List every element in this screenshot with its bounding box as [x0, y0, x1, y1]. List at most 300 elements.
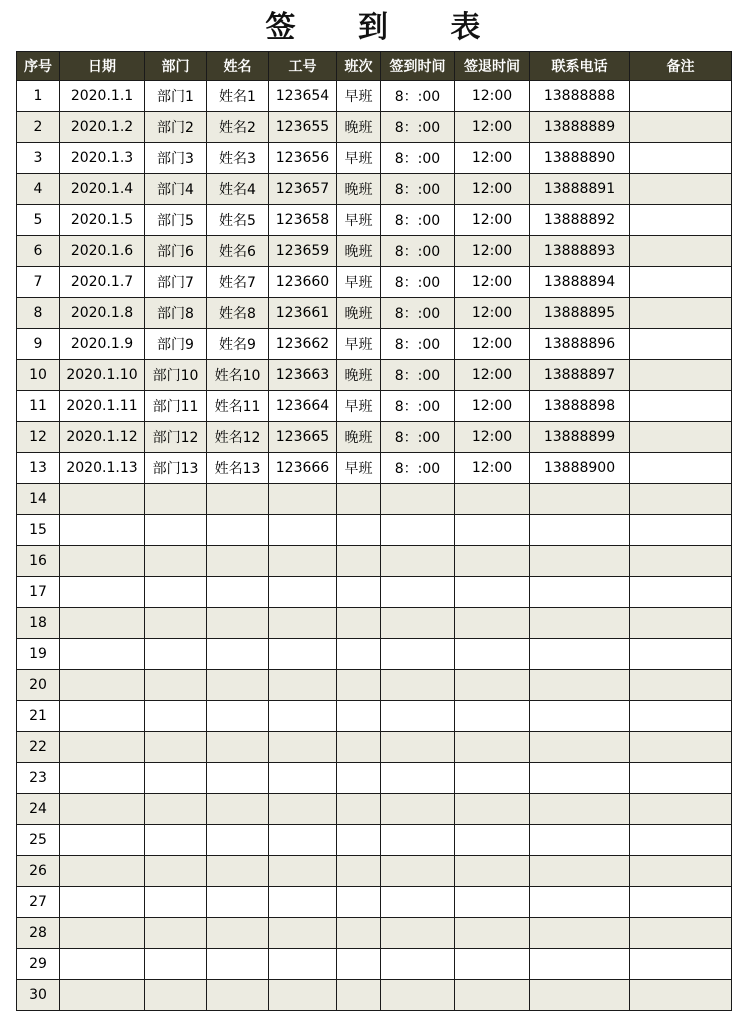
cell-index[interactable]: 7 — [17, 267, 60, 298]
cell-employee-id[interactable]: 123656 — [269, 143, 337, 174]
cell-department[interactable] — [145, 763, 207, 794]
cell-name[interactable] — [207, 670, 269, 701]
cell-remarks[interactable] — [630, 236, 732, 267]
cell-date[interactable] — [60, 794, 145, 825]
cell-index[interactable]: 10 — [17, 360, 60, 391]
cell-sign-out-time[interactable]: 12:00 — [455, 81, 530, 112]
cell-date[interactable]: 2020.1.4 — [60, 174, 145, 205]
cell-department[interactable]: 部门11 — [145, 391, 207, 422]
cell-shift[interactable] — [337, 794, 381, 825]
cell-sign-out-time[interactable] — [455, 515, 530, 546]
cell-date[interactable]: 2020.1.11 — [60, 391, 145, 422]
cell-remarks[interactable] — [630, 546, 732, 577]
cell-remarks[interactable] — [630, 81, 732, 112]
cell-phone[interactable] — [530, 856, 630, 887]
cell-date[interactable] — [60, 949, 145, 980]
cell-date[interactable] — [60, 856, 145, 887]
cell-index[interactable]: 12 — [17, 422, 60, 453]
cell-employee-id[interactable] — [269, 546, 337, 577]
cell-phone[interactable] — [530, 701, 630, 732]
cell-phone[interactable]: 13888892 — [530, 205, 630, 236]
cell-name[interactable]: 姓名7 — [207, 267, 269, 298]
cell-sign-in-time[interactable]: 8：:00 — [381, 112, 455, 143]
cell-index[interactable]: 30 — [17, 980, 60, 1011]
cell-department[interactable]: 部门8 — [145, 298, 207, 329]
cell-sign-in-time[interactable] — [381, 608, 455, 639]
cell-phone[interactable] — [530, 608, 630, 639]
cell-department[interactable]: 部门10 — [145, 360, 207, 391]
cell-department[interactable]: 部门9 — [145, 329, 207, 360]
cell-remarks[interactable] — [630, 608, 732, 639]
cell-shift[interactable] — [337, 546, 381, 577]
cell-phone[interactable]: 13888893 — [530, 236, 630, 267]
cell-shift[interactable]: 晚班 — [337, 298, 381, 329]
cell-phone[interactable]: 13888889 — [530, 112, 630, 143]
cell-employee-id[interactable] — [269, 608, 337, 639]
cell-sign-in-time[interactable] — [381, 918, 455, 949]
cell-remarks[interactable] — [630, 329, 732, 360]
cell-index[interactable]: 24 — [17, 794, 60, 825]
cell-shift[interactable]: 早班 — [337, 391, 381, 422]
cell-index[interactable]: 2 — [17, 112, 60, 143]
cell-phone[interactable] — [530, 918, 630, 949]
cell-shift[interactable]: 早班 — [337, 453, 381, 484]
cell-sign-out-time[interactable] — [455, 577, 530, 608]
cell-name[interactable]: 姓名6 — [207, 236, 269, 267]
cell-date[interactable] — [60, 639, 145, 670]
cell-date[interactable]: 2020.1.7 — [60, 267, 145, 298]
cell-department[interactable]: 部门13 — [145, 453, 207, 484]
cell-shift[interactable] — [337, 918, 381, 949]
cell-sign-in-time[interactable] — [381, 639, 455, 670]
cell-phone[interactable]: 13888890 — [530, 143, 630, 174]
cell-employee-id[interactable] — [269, 825, 337, 856]
cell-shift[interactable]: 早班 — [337, 267, 381, 298]
cell-remarks[interactable] — [630, 577, 732, 608]
cell-sign-in-time[interactable]: 8：:00 — [381, 298, 455, 329]
cell-name[interactable] — [207, 732, 269, 763]
cell-date[interactable] — [60, 887, 145, 918]
cell-shift[interactable] — [337, 949, 381, 980]
cell-shift[interactable] — [337, 763, 381, 794]
cell-sign-out-time[interactable]: 12:00 — [455, 360, 530, 391]
cell-sign-out-time[interactable] — [455, 980, 530, 1011]
cell-remarks[interactable] — [630, 701, 732, 732]
cell-department[interactable]: 部门3 — [145, 143, 207, 174]
cell-remarks[interactable] — [630, 484, 732, 515]
cell-date[interactable] — [60, 484, 145, 515]
cell-remarks[interactable] — [630, 143, 732, 174]
cell-index[interactable]: 17 — [17, 577, 60, 608]
cell-employee-id[interactable] — [269, 639, 337, 670]
cell-shift[interactable] — [337, 639, 381, 670]
cell-department[interactable] — [145, 546, 207, 577]
cell-phone[interactable] — [530, 763, 630, 794]
cell-remarks[interactable] — [630, 112, 732, 143]
cell-index[interactable]: 5 — [17, 205, 60, 236]
cell-index[interactable]: 13 — [17, 453, 60, 484]
cell-shift[interactable] — [337, 608, 381, 639]
cell-date[interactable] — [60, 577, 145, 608]
cell-shift[interactable] — [337, 577, 381, 608]
cell-sign-in-time[interactable]: 8：:00 — [381, 422, 455, 453]
cell-sign-in-time[interactable] — [381, 949, 455, 980]
cell-sign-in-time[interactable]: 8：:00 — [381, 81, 455, 112]
cell-date[interactable]: 2020.1.12 — [60, 422, 145, 453]
cell-sign-in-time[interactable] — [381, 980, 455, 1011]
cell-date[interactable] — [60, 701, 145, 732]
cell-sign-in-time[interactable]: 8：:00 — [381, 174, 455, 205]
cell-department[interactable] — [145, 608, 207, 639]
cell-name[interactable]: 姓名10 — [207, 360, 269, 391]
cell-sign-out-time[interactable]: 12:00 — [455, 422, 530, 453]
cell-name[interactable] — [207, 577, 269, 608]
cell-employee-id[interactable] — [269, 918, 337, 949]
cell-date[interactable] — [60, 763, 145, 794]
cell-phone[interactable] — [530, 484, 630, 515]
cell-phone[interactable]: 13888897 — [530, 360, 630, 391]
cell-index[interactable]: 9 — [17, 329, 60, 360]
cell-name[interactable]: 姓名12 — [207, 422, 269, 453]
cell-sign-in-time[interactable] — [381, 887, 455, 918]
cell-sign-out-time[interactable] — [455, 732, 530, 763]
cell-name[interactable] — [207, 639, 269, 670]
cell-department[interactable] — [145, 949, 207, 980]
cell-remarks[interactable] — [630, 639, 732, 670]
cell-phone[interactable] — [530, 825, 630, 856]
cell-name[interactable] — [207, 546, 269, 577]
cell-name[interactable] — [207, 918, 269, 949]
cell-remarks[interactable] — [630, 887, 732, 918]
cell-phone[interactable] — [530, 732, 630, 763]
cell-date[interactable] — [60, 546, 145, 577]
cell-remarks[interactable] — [630, 763, 732, 794]
cell-department[interactable] — [145, 887, 207, 918]
cell-department[interactable]: 部门4 — [145, 174, 207, 205]
cell-remarks[interactable] — [630, 453, 732, 484]
cell-department[interactable] — [145, 515, 207, 546]
cell-phone[interactable]: 13888899 — [530, 422, 630, 453]
cell-date[interactable] — [60, 608, 145, 639]
cell-phone[interactable]: 13888891 — [530, 174, 630, 205]
cell-employee-id[interactable]: 123665 — [269, 422, 337, 453]
cell-name[interactable] — [207, 856, 269, 887]
cell-remarks[interactable] — [630, 298, 732, 329]
cell-employee-id[interactable] — [269, 670, 337, 701]
cell-phone[interactable] — [530, 639, 630, 670]
cell-employee-id[interactable] — [269, 484, 337, 515]
cell-name[interactable]: 姓名8 — [207, 298, 269, 329]
cell-sign-in-time[interactable] — [381, 670, 455, 701]
cell-name[interactable] — [207, 887, 269, 918]
cell-phone[interactable] — [530, 515, 630, 546]
cell-employee-id[interactable] — [269, 732, 337, 763]
cell-department[interactable] — [145, 670, 207, 701]
cell-department[interactable]: 部门12 — [145, 422, 207, 453]
cell-employee-id[interactable] — [269, 515, 337, 546]
cell-department[interactable]: 部门5 — [145, 205, 207, 236]
cell-sign-in-time[interactable] — [381, 546, 455, 577]
cell-sign-in-time[interactable] — [381, 484, 455, 515]
cell-remarks[interactable] — [630, 205, 732, 236]
cell-phone[interactable]: 13888888 — [530, 81, 630, 112]
cell-department[interactable] — [145, 794, 207, 825]
cell-sign-out-time[interactable]: 12:00 — [455, 329, 530, 360]
cell-sign-out-time[interactable]: 12:00 — [455, 143, 530, 174]
cell-employee-id[interactable]: 123661 — [269, 298, 337, 329]
cell-sign-out-time[interactable] — [455, 794, 530, 825]
cell-sign-in-time[interactable]: 8：:00 — [381, 360, 455, 391]
cell-employee-id[interactable]: 123658 — [269, 205, 337, 236]
cell-phone[interactable]: 13888900 — [530, 453, 630, 484]
cell-department[interactable] — [145, 825, 207, 856]
cell-sign-in-time[interactable] — [381, 856, 455, 887]
cell-department[interactable]: 部门7 — [145, 267, 207, 298]
cell-remarks[interactable] — [630, 825, 732, 856]
cell-remarks[interactable] — [630, 949, 732, 980]
cell-name[interactable]: 姓名3 — [207, 143, 269, 174]
cell-name[interactable]: 姓名5 — [207, 205, 269, 236]
cell-name[interactable] — [207, 794, 269, 825]
cell-name[interactable] — [207, 608, 269, 639]
cell-remarks[interactable] — [630, 732, 732, 763]
cell-sign-out-time[interactable] — [455, 639, 530, 670]
cell-sign-in-time[interactable]: 8：:00 — [381, 236, 455, 267]
cell-phone[interactable] — [530, 980, 630, 1011]
cell-sign-out-time[interactable] — [455, 918, 530, 949]
cell-index[interactable]: 18 — [17, 608, 60, 639]
cell-employee-id[interactable]: 123664 — [269, 391, 337, 422]
cell-sign-out-time[interactable] — [455, 701, 530, 732]
cell-sign-in-time[interactable]: 8：:00 — [381, 267, 455, 298]
cell-sign-out-time[interactable]: 12:00 — [455, 236, 530, 267]
cell-sign-in-time[interactable]: 8：:00 — [381, 391, 455, 422]
cell-index[interactable]: 20 — [17, 670, 60, 701]
cell-date[interactable] — [60, 515, 145, 546]
cell-employee-id[interactable] — [269, 794, 337, 825]
cell-index[interactable]: 14 — [17, 484, 60, 515]
cell-date[interactable]: 2020.1.9 — [60, 329, 145, 360]
cell-shift[interactable] — [337, 825, 381, 856]
cell-sign-out-time[interactable] — [455, 608, 530, 639]
cell-employee-id[interactable]: 123654 — [269, 81, 337, 112]
cell-index[interactable]: 19 — [17, 639, 60, 670]
cell-date[interactable] — [60, 918, 145, 949]
cell-sign-in-time[interactable]: 8：:00 — [381, 329, 455, 360]
cell-department[interactable] — [145, 856, 207, 887]
cell-index[interactable]: 23 — [17, 763, 60, 794]
cell-shift[interactable]: 晚班 — [337, 422, 381, 453]
cell-sign-out-time[interactable] — [455, 670, 530, 701]
cell-remarks[interactable] — [630, 360, 732, 391]
cell-sign-out-time[interactable] — [455, 484, 530, 515]
cell-remarks[interactable] — [630, 918, 732, 949]
cell-employee-id[interactable] — [269, 887, 337, 918]
cell-index[interactable]: 28 — [17, 918, 60, 949]
cell-employee-id[interactable] — [269, 763, 337, 794]
cell-sign-in-time[interactable]: 8：:00 — [381, 205, 455, 236]
cell-sign-in-time[interactable] — [381, 515, 455, 546]
cell-employee-id[interactable]: 123662 — [269, 329, 337, 360]
cell-index[interactable]: 6 — [17, 236, 60, 267]
cell-phone[interactable] — [530, 794, 630, 825]
cell-remarks[interactable] — [630, 856, 732, 887]
cell-sign-out-time[interactable] — [455, 856, 530, 887]
cell-index[interactable]: 3 — [17, 143, 60, 174]
cell-date[interactable]: 2020.1.3 — [60, 143, 145, 174]
cell-employee-id[interactable] — [269, 949, 337, 980]
cell-shift[interactable] — [337, 980, 381, 1011]
cell-employee-id[interactable]: 123657 — [269, 174, 337, 205]
cell-name[interactable] — [207, 949, 269, 980]
cell-name[interactable]: 姓名2 — [207, 112, 269, 143]
cell-employee-id[interactable]: 123660 — [269, 267, 337, 298]
cell-phone[interactable]: 13888896 — [530, 329, 630, 360]
cell-sign-out-time[interactable]: 12:00 — [455, 112, 530, 143]
cell-date[interactable]: 2020.1.6 — [60, 236, 145, 267]
cell-index[interactable]: 4 — [17, 174, 60, 205]
cell-name[interactable]: 姓名1 — [207, 81, 269, 112]
cell-date[interactable]: 2020.1.5 — [60, 205, 145, 236]
cell-remarks[interactable] — [630, 794, 732, 825]
cell-shift[interactable]: 晚班 — [337, 360, 381, 391]
cell-index[interactable]: 25 — [17, 825, 60, 856]
cell-index[interactable]: 8 — [17, 298, 60, 329]
cell-department[interactable] — [145, 732, 207, 763]
cell-sign-in-time[interactable] — [381, 577, 455, 608]
cell-index[interactable]: 21 — [17, 701, 60, 732]
cell-employee-id[interactable] — [269, 701, 337, 732]
cell-remarks[interactable] — [630, 422, 732, 453]
cell-shift[interactable]: 早班 — [337, 205, 381, 236]
cell-sign-out-time[interactable]: 12:00 — [455, 174, 530, 205]
cell-shift[interactable] — [337, 670, 381, 701]
cell-remarks[interactable] — [630, 670, 732, 701]
cell-phone[interactable] — [530, 670, 630, 701]
cell-department[interactable]: 部门1 — [145, 81, 207, 112]
cell-name[interactable]: 姓名11 — [207, 391, 269, 422]
cell-name[interactable]: 姓名13 — [207, 453, 269, 484]
cell-sign-in-time[interactable]: 8：:00 — [381, 143, 455, 174]
cell-shift[interactable]: 晚班 — [337, 236, 381, 267]
cell-name[interactable] — [207, 763, 269, 794]
cell-sign-out-time[interactable]: 12:00 — [455, 298, 530, 329]
cell-sign-out-time[interactable]: 12:00 — [455, 205, 530, 236]
cell-index[interactable]: 27 — [17, 887, 60, 918]
cell-department[interactable] — [145, 639, 207, 670]
cell-shift[interactable]: 早班 — [337, 143, 381, 174]
cell-employee-id[interactable] — [269, 577, 337, 608]
cell-date[interactable]: 2020.1.13 — [60, 453, 145, 484]
cell-phone[interactable]: 13888898 — [530, 391, 630, 422]
cell-sign-out-time[interactable] — [455, 763, 530, 794]
cell-department[interactable] — [145, 577, 207, 608]
cell-date[interactable] — [60, 825, 145, 856]
cell-remarks[interactable] — [630, 174, 732, 205]
cell-phone[interactable] — [530, 546, 630, 577]
cell-employee-id[interactable]: 123655 — [269, 112, 337, 143]
cell-shift[interactable] — [337, 515, 381, 546]
cell-date[interactable]: 2020.1.1 — [60, 81, 145, 112]
cell-sign-out-time[interactable] — [455, 546, 530, 577]
cell-phone[interactable] — [530, 949, 630, 980]
cell-name[interactable] — [207, 484, 269, 515]
cell-department[interactable] — [145, 980, 207, 1011]
cell-phone[interactable]: 13888895 — [530, 298, 630, 329]
cell-phone[interactable]: 13888894 — [530, 267, 630, 298]
cell-employee-id[interactable]: 123666 — [269, 453, 337, 484]
cell-employee-id[interactable] — [269, 856, 337, 887]
cell-date[interactable]: 2020.1.8 — [60, 298, 145, 329]
cell-sign-out-time[interactable] — [455, 825, 530, 856]
cell-sign-in-time[interactable] — [381, 794, 455, 825]
cell-name[interactable] — [207, 701, 269, 732]
cell-date[interactable] — [60, 980, 145, 1011]
cell-shift[interactable] — [337, 887, 381, 918]
cell-index[interactable]: 16 — [17, 546, 60, 577]
cell-sign-out-time[interactable] — [455, 949, 530, 980]
cell-remarks[interactable] — [630, 980, 732, 1011]
cell-shift[interactable] — [337, 701, 381, 732]
cell-index[interactable]: 29 — [17, 949, 60, 980]
cell-shift[interactable] — [337, 856, 381, 887]
cell-date[interactable] — [60, 732, 145, 763]
cell-shift[interactable] — [337, 484, 381, 515]
cell-name[interactable] — [207, 825, 269, 856]
cell-department[interactable] — [145, 701, 207, 732]
cell-index[interactable]: 11 — [17, 391, 60, 422]
cell-employee-id[interactable]: 123659 — [269, 236, 337, 267]
cell-name[interactable] — [207, 515, 269, 546]
cell-index[interactable]: 22 — [17, 732, 60, 763]
cell-sign-in-time[interactable] — [381, 732, 455, 763]
cell-shift[interactable]: 早班 — [337, 81, 381, 112]
cell-department[interactable]: 部门2 — [145, 112, 207, 143]
cell-name[interactable]: 姓名9 — [207, 329, 269, 360]
cell-sign-out-time[interactable]: 12:00 — [455, 453, 530, 484]
cell-phone[interactable] — [530, 887, 630, 918]
cell-index[interactable]: 26 — [17, 856, 60, 887]
cell-sign-out-time[interactable]: 12:00 — [455, 391, 530, 422]
cell-shift[interactable]: 晚班 — [337, 174, 381, 205]
cell-date[interactable]: 2020.1.10 — [60, 360, 145, 391]
cell-sign-in-time[interactable] — [381, 701, 455, 732]
cell-remarks[interactable] — [630, 515, 732, 546]
cell-phone[interactable] — [530, 577, 630, 608]
cell-remarks[interactable] — [630, 267, 732, 298]
cell-index[interactable]: 15 — [17, 515, 60, 546]
cell-department[interactable] — [145, 918, 207, 949]
cell-date[interactable]: 2020.1.2 — [60, 112, 145, 143]
cell-index[interactable]: 1 — [17, 81, 60, 112]
cell-employee-id[interactable] — [269, 980, 337, 1011]
cell-shift[interactable]: 晚班 — [337, 112, 381, 143]
cell-department[interactable] — [145, 484, 207, 515]
cell-shift[interactable]: 早班 — [337, 329, 381, 360]
cell-sign-in-time[interactable]: 8：:00 — [381, 453, 455, 484]
cell-name[interactable]: 姓名4 — [207, 174, 269, 205]
cell-sign-out-time[interactable]: 12:00 — [455, 267, 530, 298]
cell-remarks[interactable] — [630, 391, 732, 422]
cell-department[interactable]: 部门6 — [145, 236, 207, 267]
cell-sign-in-time[interactable] — [381, 763, 455, 794]
cell-date[interactable] — [60, 670, 145, 701]
cell-shift[interactable] — [337, 732, 381, 763]
cell-employee-id[interactable]: 123663 — [269, 360, 337, 391]
cell-name[interactable] — [207, 980, 269, 1011]
cell-sign-out-time[interactable] — [455, 887, 530, 918]
cell-sign-in-time[interactable] — [381, 825, 455, 856]
